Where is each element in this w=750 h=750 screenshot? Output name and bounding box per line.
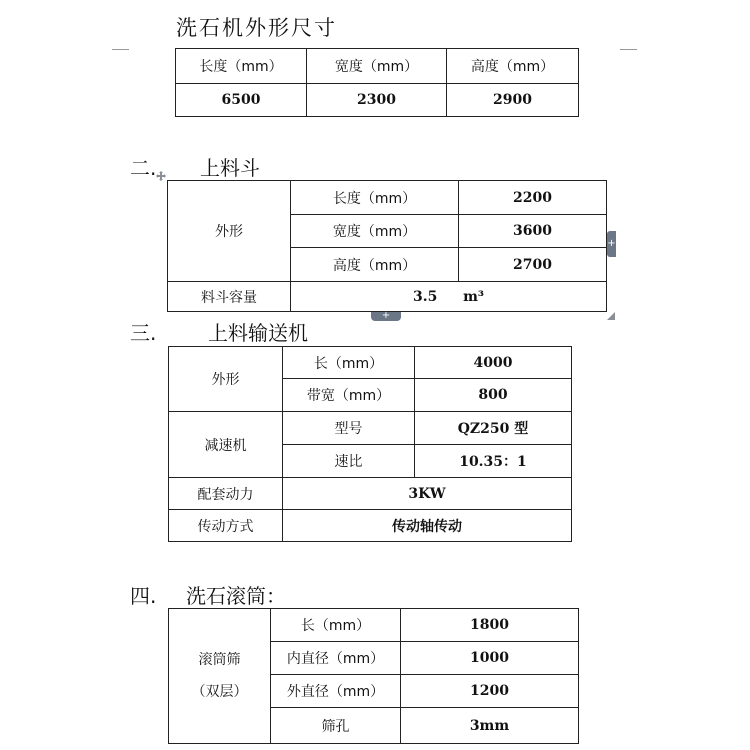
value-length: 6500 bbox=[176, 84, 307, 117]
drum-row-label: 长（mm） bbox=[271, 609, 401, 642]
drum-row-value: 3mm bbox=[401, 708, 579, 744]
move-handle-icon[interactable] bbox=[156, 171, 166, 181]
reducer-row-value: QZ250 型 bbox=[415, 412, 572, 445]
power-value: 3KW bbox=[283, 478, 572, 510]
hopper-row-value: 2200 bbox=[459, 181, 607, 215]
hopper-row-label: 长度（mm） bbox=[291, 181, 459, 215]
margin-mark-right bbox=[620, 49, 637, 50]
drum-label-line2: （双层） bbox=[191, 684, 248, 700]
section-2-title: 上料斗 bbox=[200, 156, 260, 180]
hopper-capacity-number: 3.5 bbox=[412, 288, 438, 305]
header-width: 宽度（mm） bbox=[307, 49, 447, 84]
margin-mark-left bbox=[112, 49, 129, 50]
drum-label-line1: 滚筒筛 bbox=[198, 652, 241, 668]
hopper-capacity-value bbox=[291, 282, 607, 312]
drum-row-label: 内直径（mm） bbox=[271, 642, 401, 675]
drum-label bbox=[169, 609, 271, 744]
reducer-row-label: 速比 bbox=[283, 445, 415, 478]
resize-handle-icon[interactable] bbox=[607, 312, 615, 320]
drum-row-value: 1000 bbox=[401, 642, 579, 675]
section-3-title: 上料输送机 bbox=[208, 321, 308, 345]
dimensions-table bbox=[175, 48, 579, 117]
conveyor-shape-label: 外形 bbox=[169, 347, 283, 412]
hopper-shape-label: 外形 bbox=[168, 181, 291, 282]
hopper-row-label: 高度（mm） bbox=[291, 248, 459, 282]
hopper-capacity-label: 料斗容量 bbox=[168, 282, 291, 312]
section-4-heading bbox=[130, 580, 286, 609]
section-3-number: 三. bbox=[130, 321, 157, 345]
conveyor-table bbox=[168, 346, 572, 542]
conveyor-row-label: 带宽（mm） bbox=[283, 379, 415, 412]
drive-value: 传动轴传动 bbox=[283, 510, 572, 542]
section-4-title: 洗石滚筒： bbox=[186, 584, 286, 608]
hopper-capacity-unit: m³ bbox=[463, 288, 485, 305]
add-row-icon[interactable]: + bbox=[371, 312, 401, 321]
conveyor-row-label: 长（mm） bbox=[283, 347, 415, 379]
reducer-label: 减速机 bbox=[169, 412, 283, 478]
hopper-row-value: 2700 bbox=[459, 248, 607, 282]
reducer-row-value: 10.35：1 bbox=[415, 445, 572, 478]
value-width: 2300 bbox=[307, 84, 447, 117]
section-3-heading bbox=[130, 317, 308, 346]
drum-table bbox=[168, 608, 579, 744]
add-column-icon[interactable]: + bbox=[607, 231, 616, 257]
drum-row-label: 筛孔 bbox=[271, 708, 401, 744]
drive-label: 传动方式 bbox=[169, 510, 283, 542]
header-height: 高度（mm） bbox=[447, 49, 579, 84]
reducer-row-label: 型号 bbox=[283, 412, 415, 445]
power-label: 配套动力 bbox=[169, 478, 283, 510]
page-title: 洗石机外形尺寸 bbox=[176, 16, 337, 40]
drum-row-value: 1800 bbox=[401, 609, 579, 642]
conveyor-row-value: 4000 bbox=[415, 347, 572, 379]
hopper-table bbox=[167, 180, 607, 312]
section-2-heading bbox=[130, 152, 260, 181]
conveyor-row-value: 800 bbox=[415, 379, 572, 412]
hopper-row-value: 3600 bbox=[459, 215, 607, 248]
section-2-number: 二. bbox=[130, 156, 157, 180]
section-4-number: 四. bbox=[130, 584, 157, 608]
hopper-row-label: 宽度（mm） bbox=[291, 215, 459, 248]
drum-row-value: 1200 bbox=[401, 675, 579, 708]
header-length: 长度（mm） bbox=[176, 49, 307, 84]
value-height: 2900 bbox=[447, 84, 579, 117]
drum-row-label: 外直径（mm） bbox=[271, 675, 401, 708]
